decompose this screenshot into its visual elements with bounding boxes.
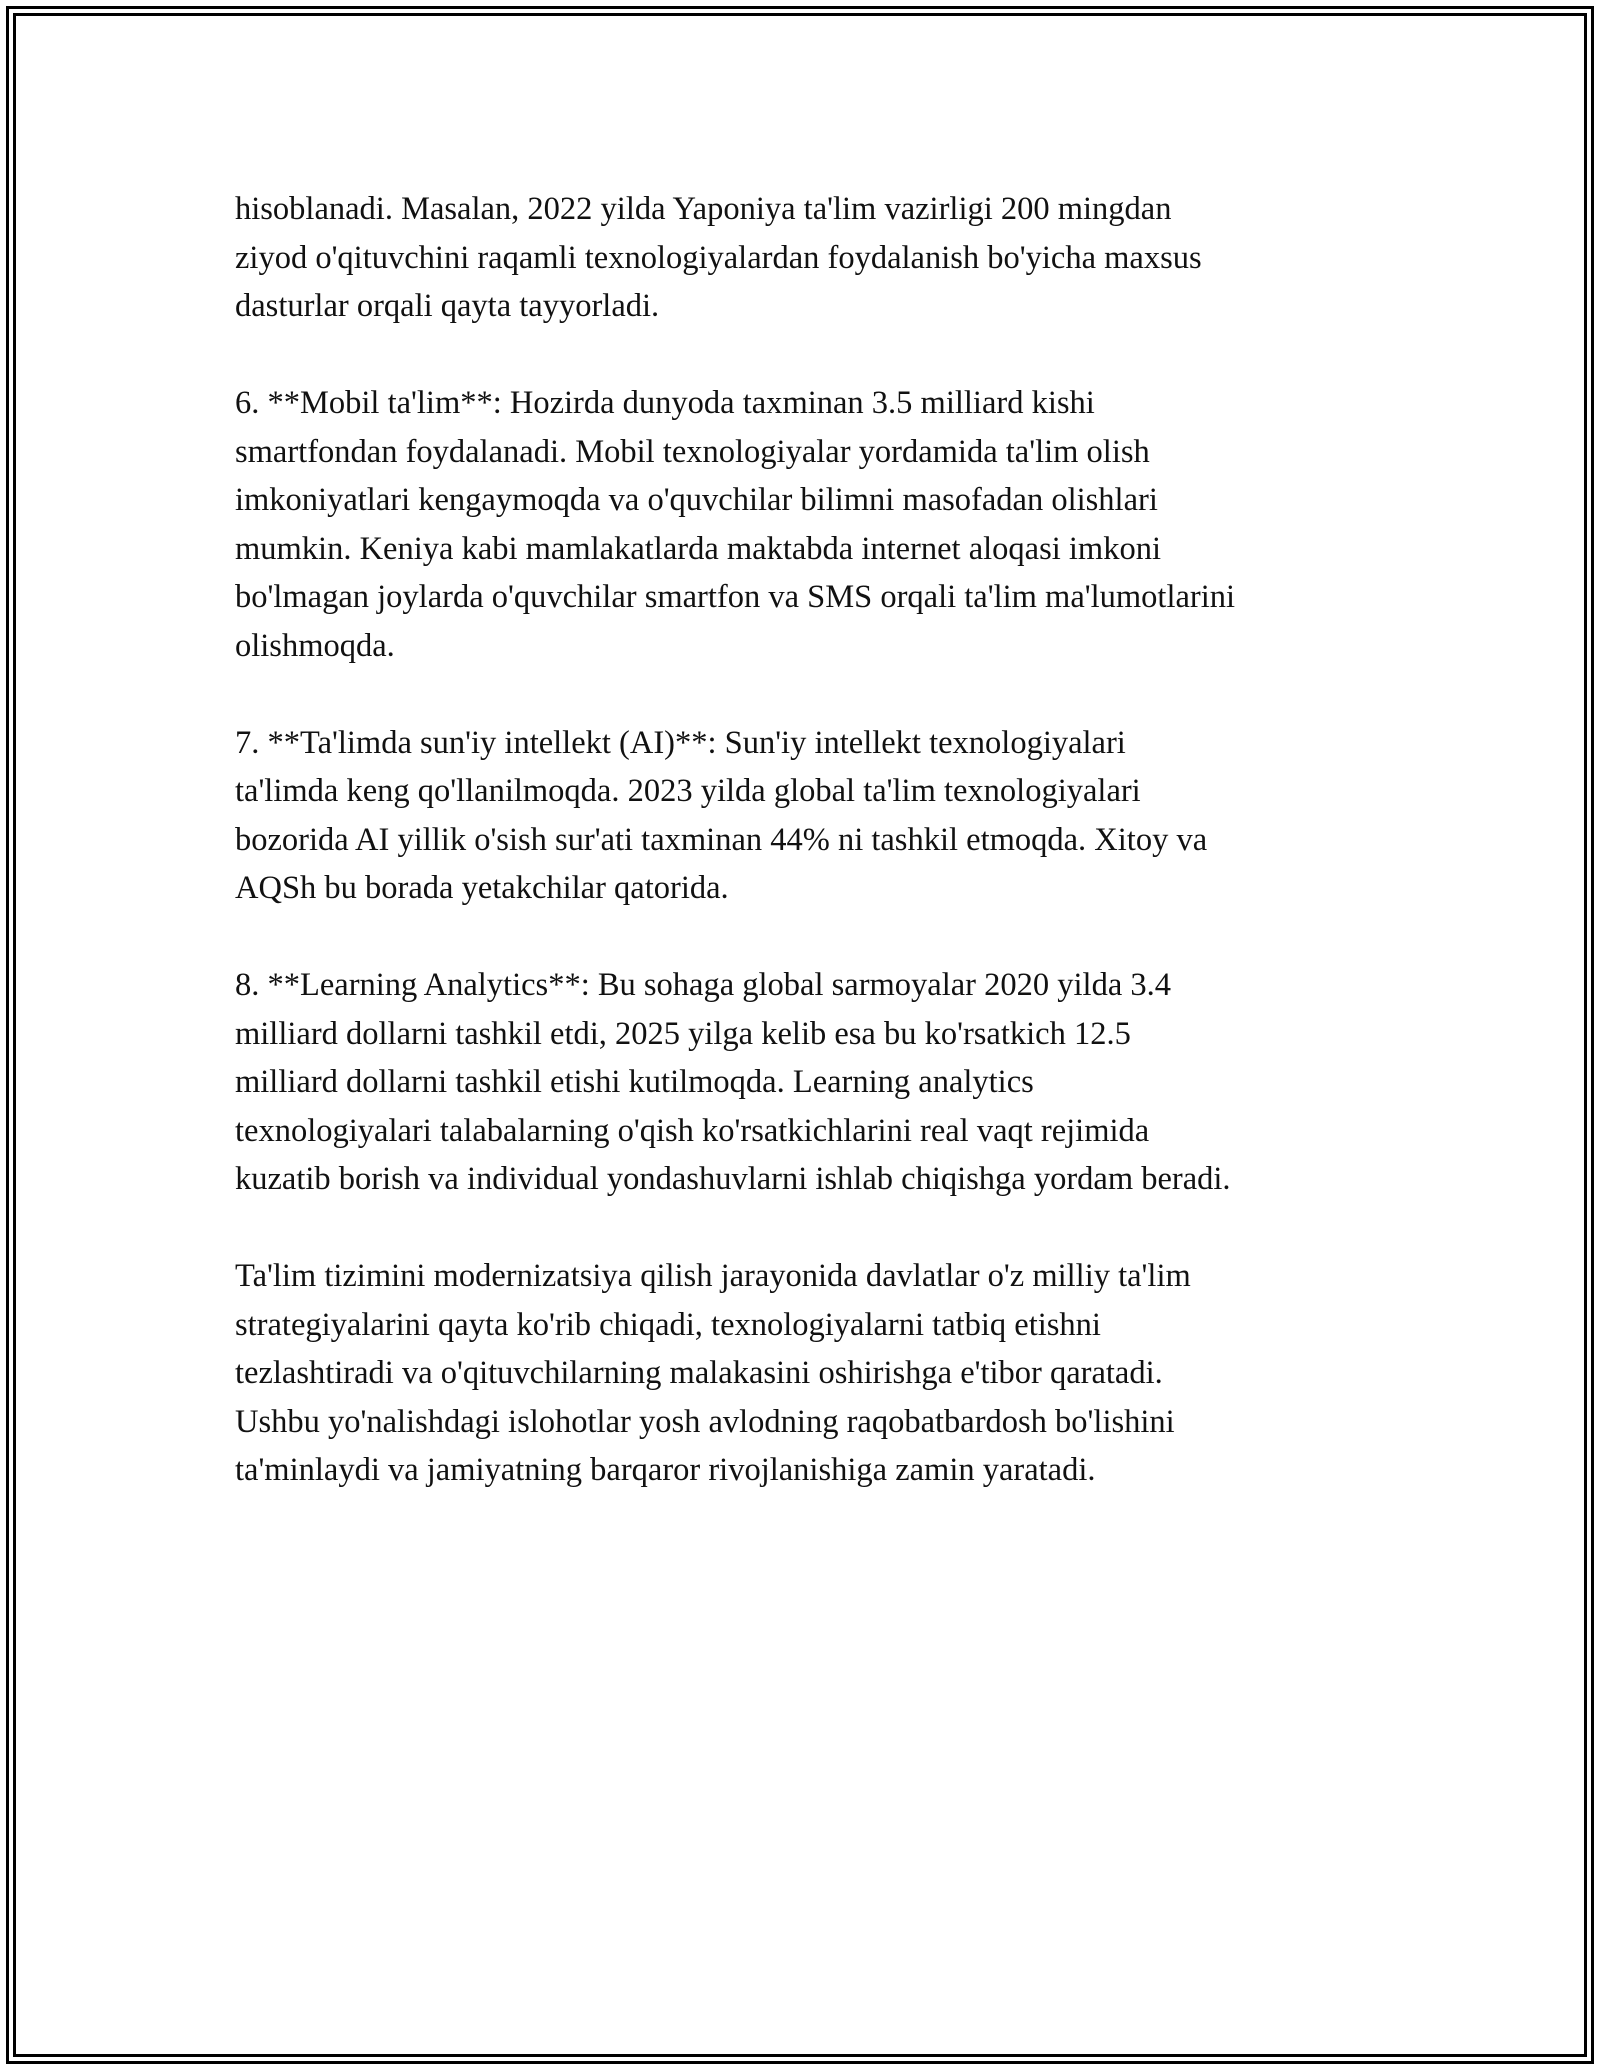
text-line: 7. **Ta'limda sun'iy intellekt (AI)**: Sun'iy intellekt texnologiyalari xyxy=(235,724,1126,761)
text-line: ta'minlaydi va jamiyatning barqaror rivojlanishiga zamin yaratadi. xyxy=(235,1452,1096,1488)
text-line: smartfondan foydalanadi. Mobil texnologiyalar yordamida ta'lim olish xyxy=(235,433,1150,470)
paragraph-conclusion xyxy=(235,1252,1385,1495)
text-line: AQSh bu borada yetakchilar qatorida. xyxy=(235,870,729,906)
paragraph-intro-continuation xyxy=(235,185,1385,331)
text-line: imkoniyatlari kengaymoqda va o'quvchilar bilimni masofadan olishlari xyxy=(235,482,1158,518)
text-line: ta'limda keng qo'llanilmoqda. 2023 yilda global ta'lim texnologiyalari xyxy=(235,773,1141,809)
text-line: dasturlar orqali qayta tayyorladi. xyxy=(235,288,660,324)
text-line: hisoblanadi. Masalan, 2022 yilda Yaponiya ta'lim vazirligi 200 mingdan xyxy=(235,191,1172,227)
text-line: bo'lmagan joylarda o'quvchilar smartfon va SMS orqali ta'lim ma'lumotlarini xyxy=(235,579,1236,615)
text-line: olishmoqda. xyxy=(235,627,395,664)
paragraph-item-7-ai-in-education xyxy=(235,719,1385,913)
paragraph-item-6-mobile-learning xyxy=(235,379,1385,670)
text-line: 6. **Mobil ta'lim**: Hozirda dunyoda taxminan 3.5 milliard kishi xyxy=(235,385,1095,421)
text-line: mumkin. Keniya kabi mamlakatlarda maktabda internet aloqasi imkoni xyxy=(235,530,1161,567)
text-line: ziyod o'qituvchini raqamli texnologiyalardan foydalanish bo'yicha maxsus xyxy=(235,239,1202,276)
text-line: bozorida AI yillik o'sish sur'ati taxminan 44% ni tashkil etmoqda. Xitoy va xyxy=(235,821,1208,858)
text-line: Ta'lim tizimini modernizatsiya qilish jarayonida davlatlar o'z milliy ta'lim xyxy=(235,1258,1191,1294)
text-line: milliard dollarni tashkil etishi kutilmoqda. Learning analytics xyxy=(235,1064,1034,1100)
document-body xyxy=(235,185,1385,1543)
text-line: kuzatib borish va individual yondashuvlarni ishlab chiqishga yordam beradi. xyxy=(235,1161,1231,1197)
text-line: texnologiyalari talabalarning o'qish ko'rsatkichlarini real vaqt rejimida xyxy=(235,1112,1150,1149)
paragraph-item-8-learning-analytics xyxy=(235,961,1385,1204)
text-line: strategiyalarini qayta ko'rib chiqadi, texnologiyalarni tatbiq etishni xyxy=(235,1306,1101,1343)
text-line: tezlashtiradi va o'qituvchilarning malakasini oshirishga e'tibor qaratadi. xyxy=(235,1355,1163,1391)
text-line: 8. **Learning Analytics**: Bu sohaga global sarmoyalar 2020 yilda 3.4 xyxy=(235,967,1171,1003)
text-line: Ushbu yo'nalishdagi islohotlar yosh avlodning raqobatbardosh bo'lishini xyxy=(235,1403,1175,1440)
text-line: milliard dollarni tashkil etdi, 2025 yilga kelib esa bu ko'rsatkich 12.5 xyxy=(235,1015,1131,1052)
